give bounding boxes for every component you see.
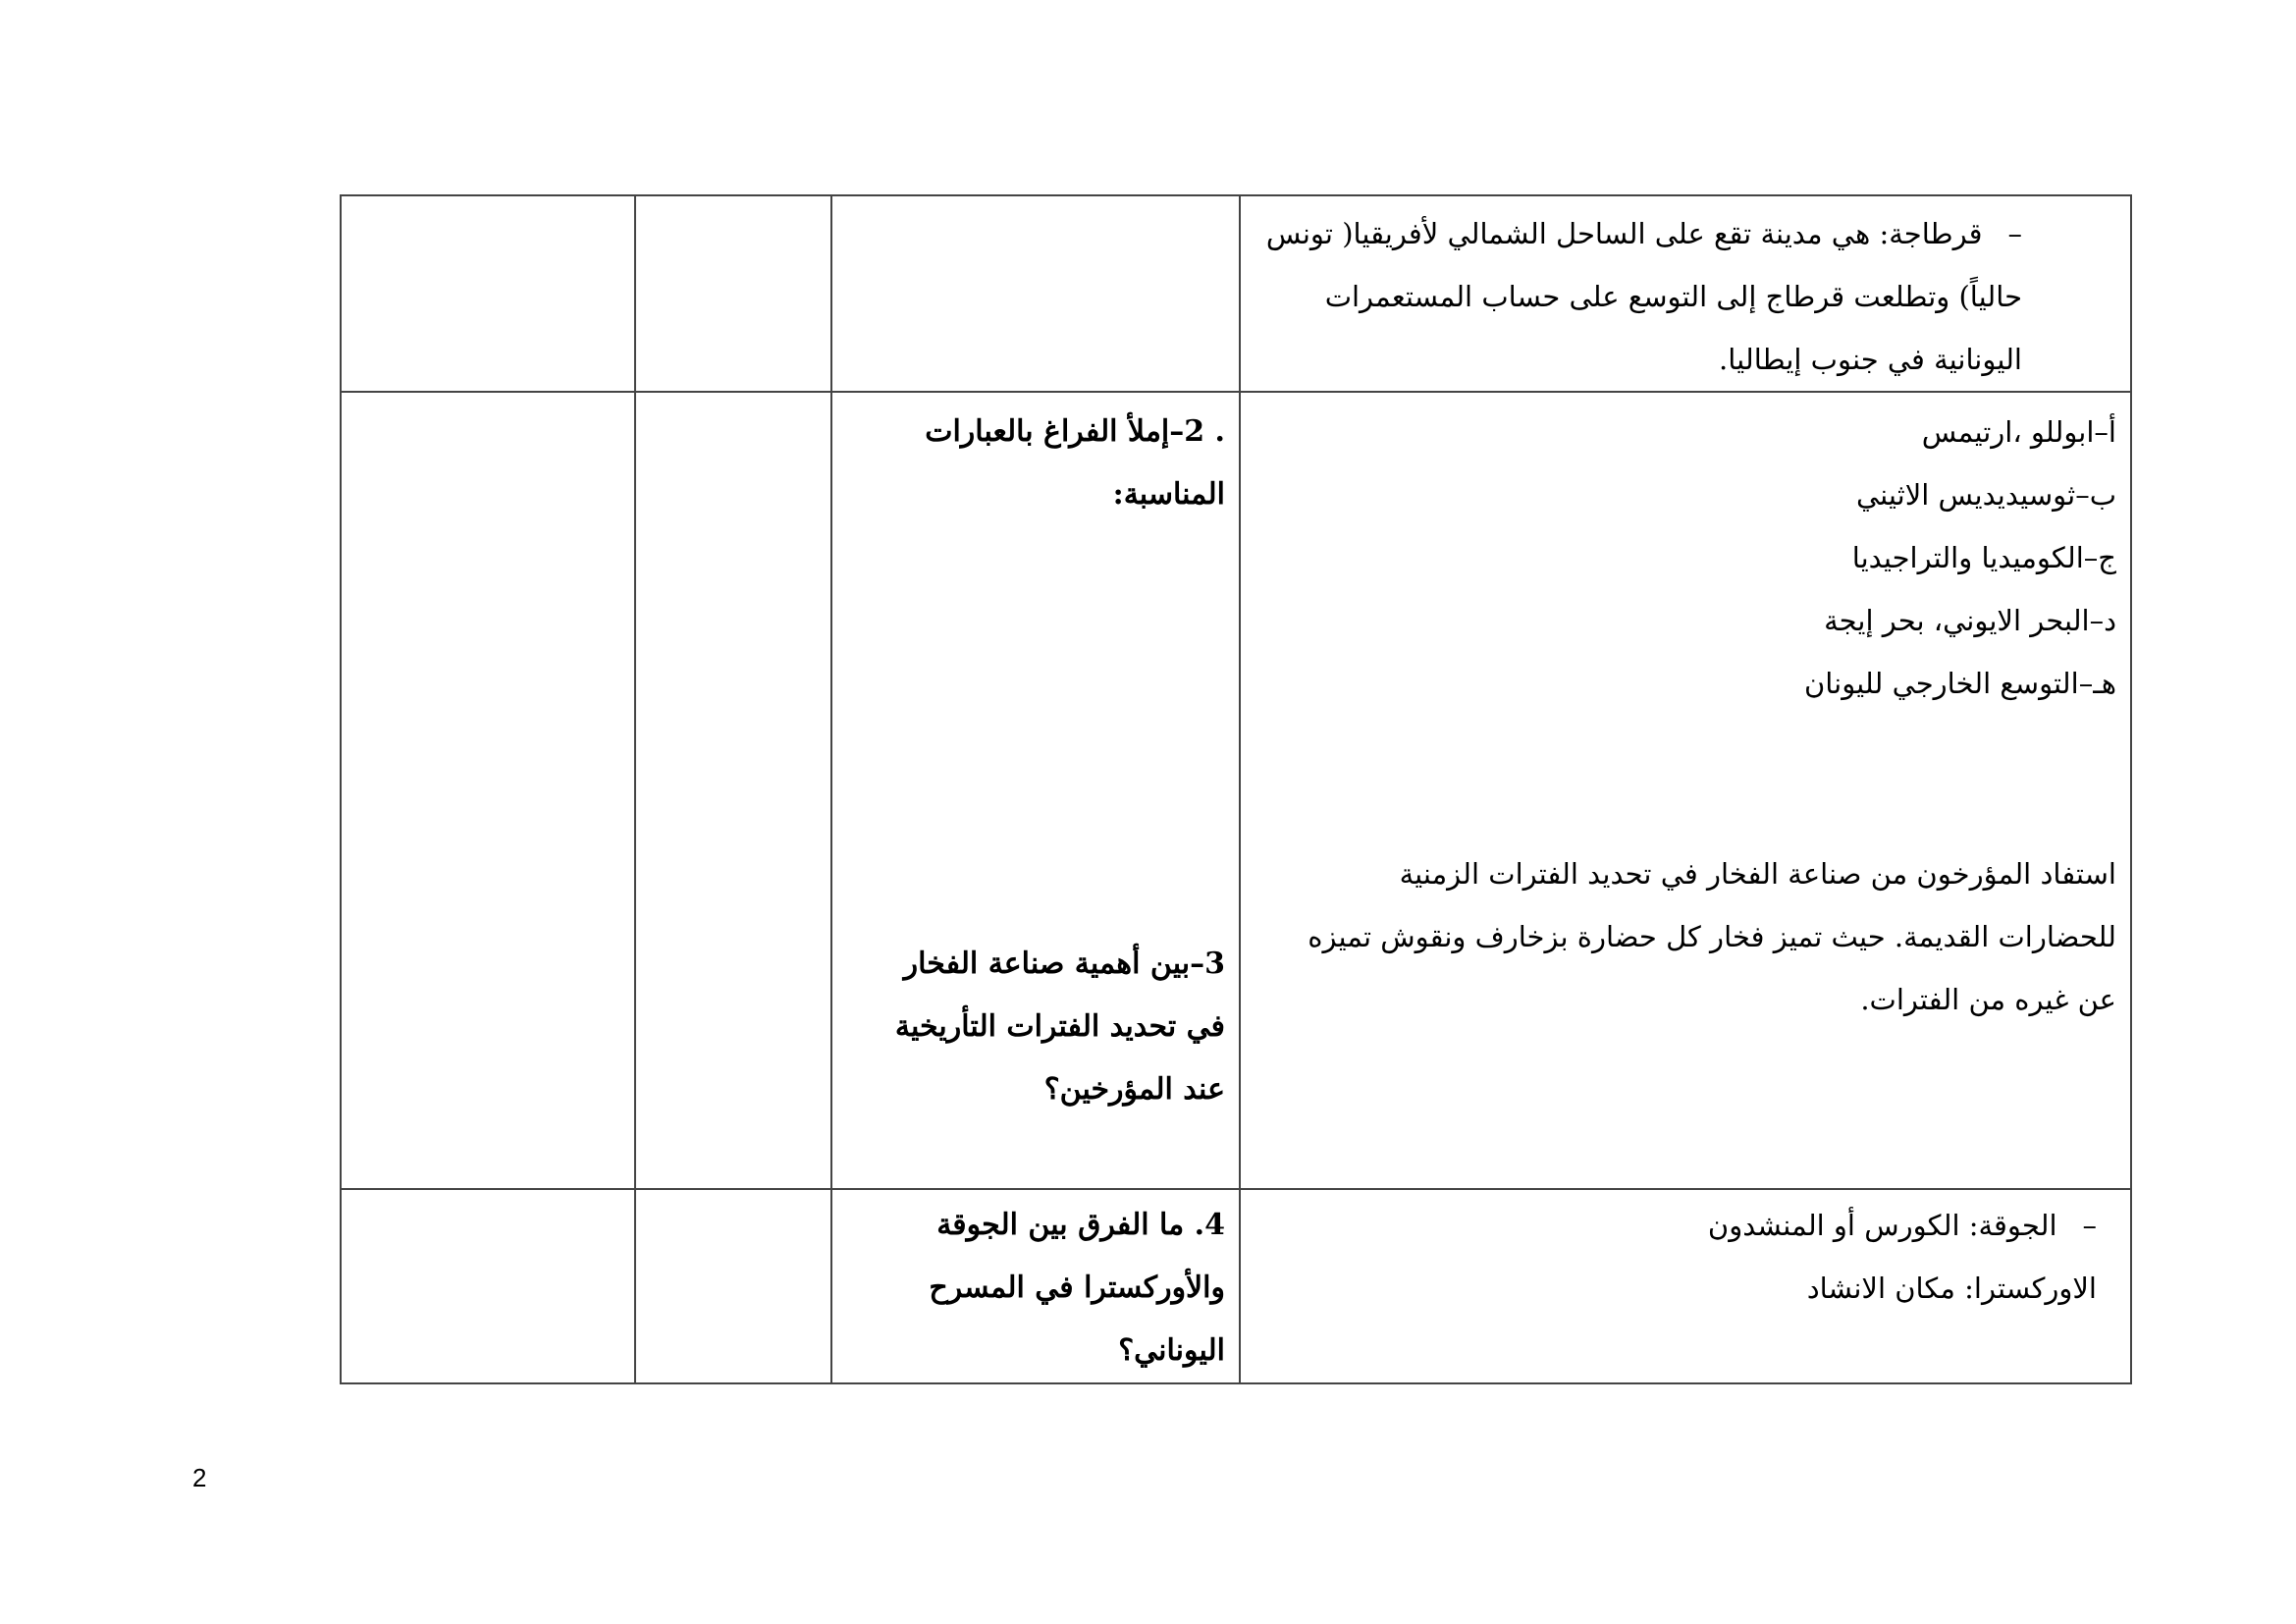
question-cell bbox=[831, 392, 1240, 1189]
answer-line: د–البحر الايوني، بحر إيجة bbox=[1824, 604, 2116, 637]
table-row bbox=[341, 392, 2131, 1189]
question-line: 3–بين أهمية صناعة الفخار bbox=[903, 947, 1225, 981]
question-line: عند المؤرخين؟ bbox=[1043, 1072, 1225, 1107]
empty-cell bbox=[635, 195, 831, 392]
question-line: 4. ما الفرق بين الجوقة bbox=[936, 1208, 1225, 1242]
question-line: . 2–إملأ الفراغ بالعبارات bbox=[925, 414, 1225, 449]
spacer bbox=[832, 526, 1239, 925]
question-cell bbox=[831, 195, 1240, 392]
chorus-answer bbox=[1241, 1190, 2130, 1320]
answer-line: أ–ابوللو ،ارتيمس bbox=[1921, 415, 2116, 449]
empty-cell bbox=[341, 195, 635, 392]
answer-line-text: قرطاجة: هي مدينة تقع على الساحل الشمالي لأفريقيا( تونس bbox=[1265, 217, 1983, 250]
empty-cell bbox=[635, 392, 831, 1189]
question-line: في تحديد الفترات التأريخية bbox=[894, 1009, 1225, 1044]
answer-cell bbox=[1240, 392, 2131, 1189]
carthage-answer bbox=[1241, 196, 2130, 391]
question-line: المناسبة: bbox=[1112, 477, 1225, 512]
dash-marker: – bbox=[2007, 217, 2022, 250]
fill-blank-answers bbox=[1241, 393, 2130, 715]
answer-line: حالياً) وتطلعت قرطاج إلى التوسع على حساب المستعمرات bbox=[1324, 280, 2022, 313]
empty-cell bbox=[341, 392, 635, 1189]
question-3 bbox=[832, 925, 1239, 1121]
question-line: اليوناني؟ bbox=[1118, 1333, 1225, 1368]
answer-line: هـ–التوسع الخارجي لليونان bbox=[1803, 667, 2116, 700]
answer-line: ج–الكوميديا والتراجيديا bbox=[1851, 541, 2116, 574]
answer-line bbox=[1260, 202, 2022, 265]
answer-line bbox=[1260, 1194, 2097, 1257]
answer-line: ب–ثوسيديديس الاثيني bbox=[1855, 478, 2116, 512]
answer-cell bbox=[1240, 195, 2131, 392]
answer-cell bbox=[1240, 1189, 2131, 1383]
answer-line: عن غيره من الفترات. bbox=[1860, 983, 2116, 1016]
table-row bbox=[341, 1189, 2131, 1383]
empty-cell bbox=[635, 1189, 831, 1383]
pottery-answer bbox=[1241, 842, 2130, 1031]
question-2 bbox=[832, 393, 1239, 526]
answer-line: للحضارات القديمة. حيث تميز فخار كل حضارة بزخارف ونقوش تميزه bbox=[1308, 920, 2116, 953]
dash-marker: – bbox=[2082, 1209, 2097, 1242]
answer-line: الاوركسترا: مكان الانشاد bbox=[1806, 1272, 2097, 1305]
question-cell bbox=[831, 1189, 1240, 1383]
answer-table bbox=[340, 194, 2132, 1384]
answer-line: استفاد المؤرخون من صناعة الفخار في تحديد الفترات الزمنية bbox=[1399, 857, 2116, 891]
empty-cell bbox=[341, 1189, 635, 1383]
table-row bbox=[341, 195, 2131, 392]
question-line: والأوركسترا في المسرح bbox=[929, 1271, 1225, 1305]
answer-line: اليونانية في جنوب إيطاليا. bbox=[1719, 343, 2022, 376]
page-number: 2 bbox=[192, 1463, 207, 1492]
question-4 bbox=[832, 1190, 1239, 1382]
answer-line-text: الجوقة: الكورس أو المنشدون bbox=[1707, 1209, 2057, 1242]
